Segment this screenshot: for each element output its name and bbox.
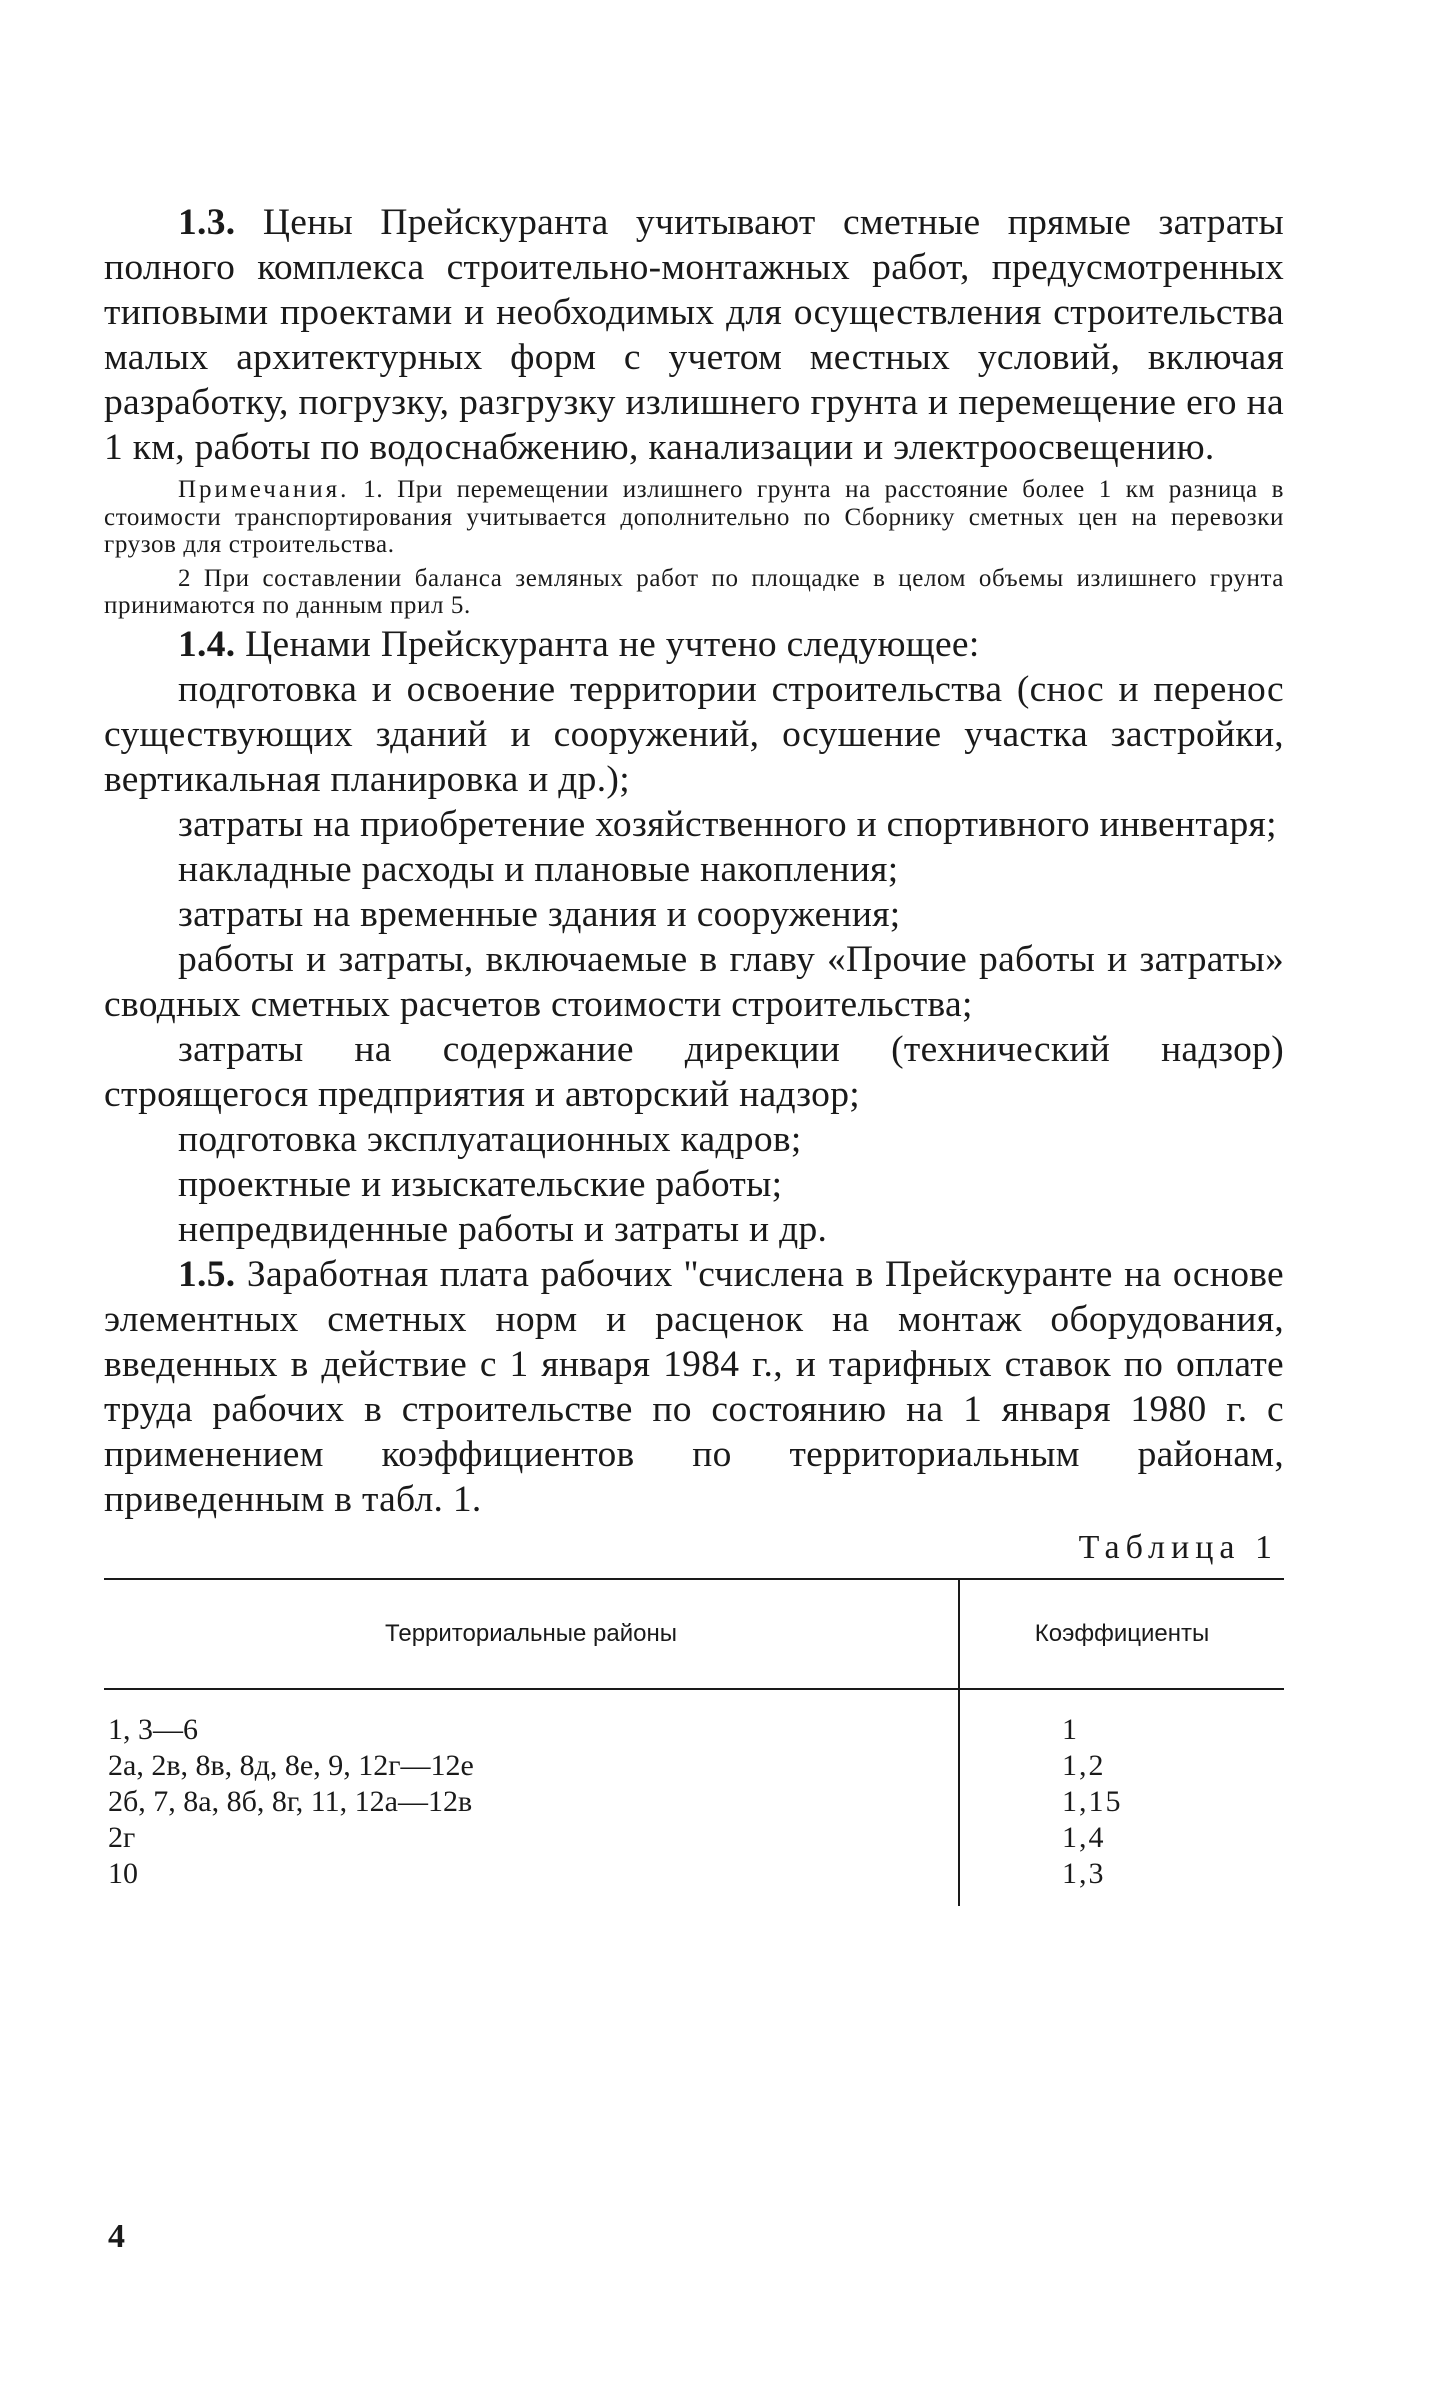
list-item: затраты на содержание дирекции (технический надзор) строящегося предприятия и авторский надзор; xyxy=(104,1028,1284,1115)
table-header-row xyxy=(104,1579,1284,1689)
district-cell: 10 xyxy=(104,1856,959,1906)
coefficient-cell: 1,4 xyxy=(1062,1820,1106,1854)
paragraph-text: Цены Прейскуранта учитывают сметные прямые затраты полного комплекса строительно-монтажных работ, предусмотренных типовыми проектами и необходимых для осуществления строительства малых архитектурных форм с учетом местных условий, включая разработку, погрузку, разгрузку излишнего грунта и перемещение его на 1 км, работы по водоснабжению, канализации и электроосвещению. xyxy=(104,202,1284,468)
coefficient-cell: 1,2 xyxy=(1062,1748,1106,1782)
district-cell: 2а, 2в, 8в, 8д, 8е, 9, 12г—12е xyxy=(104,1748,959,1784)
list-item: затраты на временные здания и сооружения; xyxy=(178,893,901,935)
list-item: подготовка эксплуатационных кадров; xyxy=(178,1118,802,1160)
paragraph-text: Ценами Прейскуранта не учтено следующее: xyxy=(245,623,980,665)
note-2: 2 При составлении баланса земляных работ по площадке в целом объемы излишнего грунта принимаются по данным прил 5. xyxy=(104,564,1284,619)
list-item: непредвиденные работы и затраты и др. xyxy=(178,1208,828,1250)
coefficient-cell: 1,15 xyxy=(1062,1784,1123,1818)
section-number: 1.4. xyxy=(178,623,236,665)
table-row xyxy=(104,1856,1284,1906)
coefficient-cell: 1 xyxy=(1062,1712,1079,1746)
notes-heading: Примечания. xyxy=(178,476,350,503)
note-1-text: 1. При перемещении излишнего грунта на расстояние более 1 км разница в стоимости транспортирования учитывается дополнительно по Сборнику сметных цен на перевозки грузов для строительства. xyxy=(104,476,1284,558)
table-row xyxy=(104,1784,1284,1820)
table-row xyxy=(104,1820,1284,1856)
paragraph-1-3 xyxy=(104,200,1284,470)
list-item: работы и затраты, включаемые в главу «Прочие работы и затраты» сводных сметных расчетов стоимости строительства; xyxy=(104,938,1284,1025)
table-row xyxy=(104,1748,1284,1784)
district-cell: 2г xyxy=(104,1820,959,1856)
paragraph-text: Заработная плата рабочих ''счислена в Прейскуранте на основе элементных сметных норм и расценок на монтаж оборудования, введенных в действие с 1 января 1984 г., и тарифных ставок по оплате труда рабочих в строительстве по состоянию на 1 января 1980 г. с применением коэффициентов по территориальным районам, приведенным в табл. 1. xyxy=(104,1253,1284,1520)
list-item: накладные расходы и плановые накопления; xyxy=(178,848,899,890)
paragraph-1-4 xyxy=(104,622,1284,667)
paragraph-1-5 xyxy=(104,1252,1284,1522)
table-caption: Таблица 1 xyxy=(1078,1528,1278,1566)
column-header-coefficients: Коэффициенты xyxy=(959,1579,1284,1689)
district-cell: 1, 3—6 xyxy=(104,1689,959,1748)
district-cell: 2б, 7, 8а, 8б, 8г, 11, 12а—12в xyxy=(104,1784,959,1820)
coefficient-cell: 1,3 xyxy=(1062,1856,1106,1890)
list-item: подготовка и освоение территории строительства (снос и перенос существующих зданий и сооружений, осушение участка застройки, вертикальная планировка и др.); xyxy=(104,668,1284,800)
section-number: 1.5. xyxy=(178,1253,236,1295)
list-item: проектные и изыскательские работы; xyxy=(178,1163,783,1205)
list-item: затраты на приобретение хозяйственного и спортивного инвентаря; xyxy=(178,803,1277,845)
section-number: 1.3. xyxy=(178,202,236,243)
column-header-districts: Территориальные районы xyxy=(104,1579,959,1689)
table-row xyxy=(104,1689,1284,1748)
note-1 xyxy=(104,476,1284,559)
document-page xyxy=(104,200,1284,1906)
page-number: 4 xyxy=(108,2218,125,2255)
coefficients-table xyxy=(104,1578,1284,1906)
